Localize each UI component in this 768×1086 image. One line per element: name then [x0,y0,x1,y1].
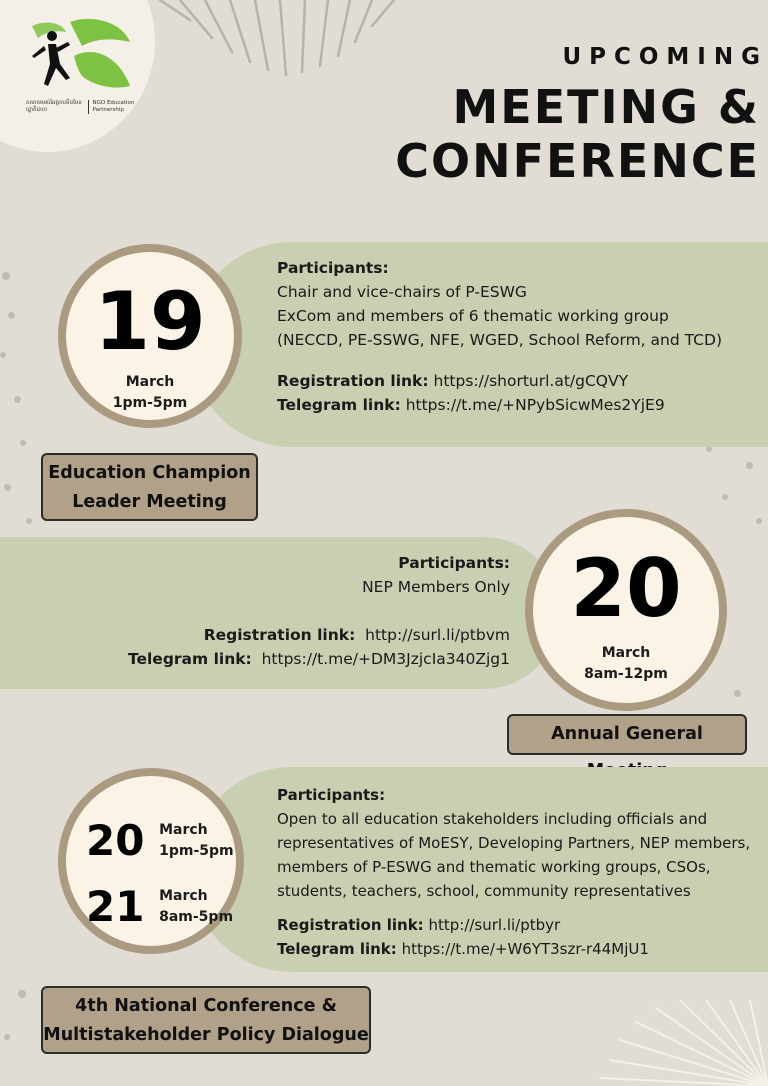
event1-participant-line: ExCom and members of 6 thematic working group [277,307,669,325]
event1-details [277,256,722,417]
event2-participant-line: NEP Members Only [362,578,510,596]
event1-title-line1: Education Champion [48,463,251,483]
event2-date-circle [525,509,727,711]
header-eyebrow: UPCOMING [562,44,768,70]
event2-time: 8am-12pm [584,666,668,682]
event2-registration-link[interactable]: http://surl.li/ptbvm [365,626,510,644]
header-title-line1: MEETING & [452,80,760,134]
event1-telegram-label: Telegram link: [277,396,401,414]
rays-decoration-top [150,0,410,80]
event3-registration-link[interactable]: http://surl.li/ptbyr [428,916,561,934]
event2-title-tag [507,714,747,755]
event3-date2 [86,884,246,930]
logo-name-line1: NGO Education [92,100,135,106]
event1-registration-label: Registration link: [277,372,429,390]
event3-participant-line: representatives of MoESY, Developing Partners, NEP members, [277,834,751,852]
event3-time2: 8am-5pm [159,909,234,925]
event3-title-tag [41,986,371,1054]
logo-khmer-text: សមាគមអប់រំអង្គការមិនមែនរដ្ឋាភិបាល [26,100,82,113]
event2-registration-label: Registration link: [203,626,356,644]
event3-month2: March [159,888,208,904]
event3-participants-label: Participants: [277,786,386,804]
event2-month: March [601,645,651,661]
event3-telegram-label: Telegram link: [277,940,397,958]
event2-day: 20 [570,542,682,635]
event3-participant-line: students, teachers, school, community representatives [277,882,691,900]
event1-month: March [125,374,175,390]
event3-title-line1: 4th National Conference & [75,996,337,1016]
event2-details [128,551,510,671]
logo-name [93,100,141,114]
rays-decoration-bottom [590,1000,768,1086]
event3-date-circle [58,768,244,954]
event1-participant-line: Chair and vice-chairs of P-ESWG [277,283,527,301]
event3-date2-text [159,886,233,928]
event3-registration-label: Registration link: [277,916,424,934]
event3-details [277,783,750,961]
event2-participants-label: Participants: [398,554,510,572]
event1-title-line2: Leader Meeting [72,492,227,512]
event3-participant-line: Open to all education stakeholders including officials and [277,810,708,828]
event1-registration-link[interactable]: https://shorturl.at/gCQVY [433,372,629,390]
event2-telegram-label: Telegram link: [127,650,252,668]
logo-name-line2: Partnership [92,107,124,113]
event1-participant-line: (NECCD, PE-SSWG, NFE, WGED, School Reform, and TCD) [277,331,722,349]
event1-participants-label: Participants: [277,259,389,277]
event1-day: 19 [94,275,206,368]
event2-telegram-link[interactable]: https://t.me/+DM3JzjcIa340Zjg1 [261,650,510,668]
event3-date1 [86,818,246,864]
event3-day2: 21 [86,882,145,931]
event3-date1-text [159,820,234,862]
event3-title-line2: Multistakeholder Policy Dialogue [43,1025,369,1045]
event3-telegram-link[interactable]: https://t.me/+W6YT3szr-r44MjU1 [401,940,649,958]
logo-caption [26,100,146,114]
event3-participant-line: members of P-ESWG and thematic working groups, CSOs, [277,858,711,876]
event3-day1: 20 [86,816,145,865]
event2-title: Annual General [551,724,703,744]
event3-month1: March [159,822,208,838]
event1-time: 1pm-5pm [112,395,188,411]
event1-title-tag [41,453,258,521]
event1-telegram-link[interactable]: https://t.me/+NPybSicwMes2YjE9 [405,396,665,414]
header-title-line2: CONFERENCE [395,134,760,188]
event3-time1: 1pm-5pm [159,843,234,859]
event1-date-circle [58,244,242,428]
